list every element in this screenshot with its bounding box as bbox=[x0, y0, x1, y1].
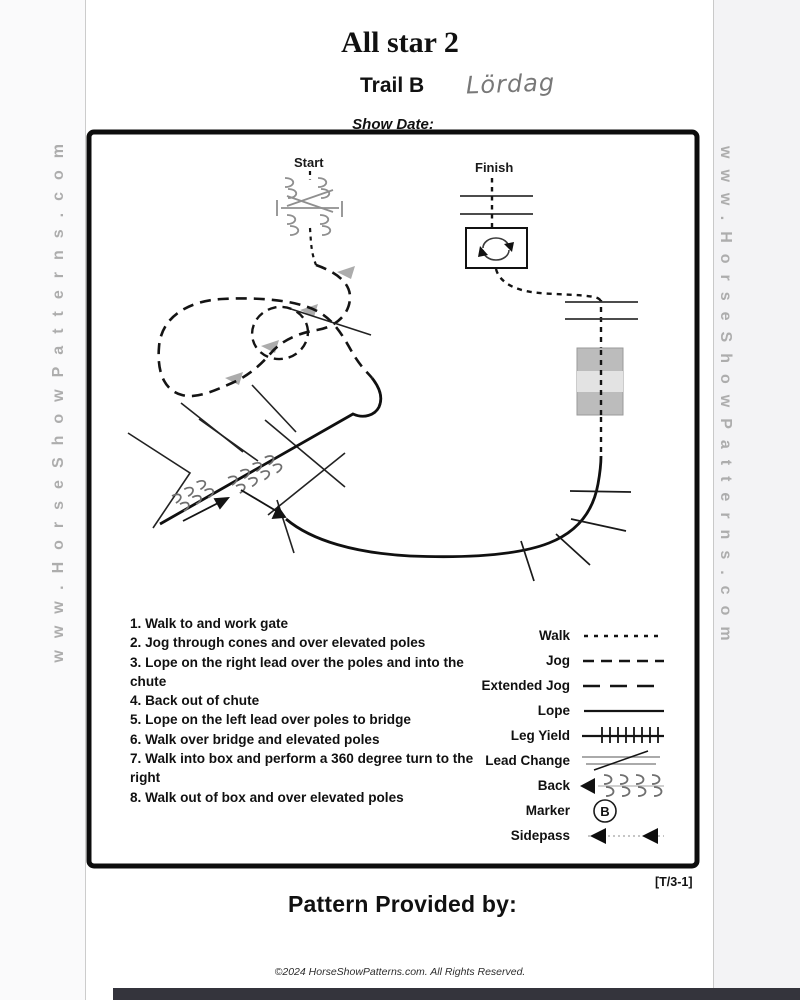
legend-label: Lope bbox=[537, 703, 570, 718]
jog-line-icon bbox=[578, 648, 668, 673]
finish-poles bbox=[460, 196, 533, 214]
instruction-item: 6. Walk over bridge and elevated poles bbox=[130, 731, 380, 747]
walk-path-start bbox=[310, 171, 316, 265]
chute-arrows bbox=[183, 490, 285, 521]
legend-label: Lead Change bbox=[485, 753, 570, 768]
legend-row-marker bbox=[448, 798, 674, 823]
jog-serpentine-path bbox=[159, 265, 372, 396]
marker-letter: B bbox=[600, 804, 610, 819]
extended-jog-line-icon bbox=[578, 673, 668, 698]
gate-icon bbox=[277, 178, 342, 235]
legend-row-walk bbox=[448, 623, 674, 648]
instruction-item: 4. Back out of chute bbox=[130, 693, 260, 709]
instruction-item: 8. Walk out of box and over elevated poles bbox=[130, 789, 404, 805]
back-squiggles-chute bbox=[172, 453, 283, 513]
legend-label: Jog bbox=[545, 653, 570, 668]
lope-chute-path bbox=[160, 378, 601, 557]
turn-box-icon bbox=[466, 228, 527, 268]
walk-path-box-exit bbox=[496, 269, 601, 303]
instruction-item: 7. Walk into box and perform a 360 degree turn to the right bbox=[130, 751, 474, 786]
legend-row-extended-jog bbox=[448, 673, 674, 698]
back-icon bbox=[578, 773, 668, 798]
instruction-list bbox=[130, 614, 482, 807]
show-date-label: Show Date: bbox=[352, 116, 434, 133]
instruction-item: 2. Jog through cones and over elevated poles bbox=[130, 635, 426, 651]
pattern-provided-label: Pattern Provided by: bbox=[288, 891, 517, 917]
legend bbox=[448, 623, 674, 848]
legend-label: Walk bbox=[538, 628, 570, 643]
legend-row-jog bbox=[448, 648, 674, 673]
legend-row-leg-yield bbox=[448, 723, 674, 748]
page-subtitle: Trail B bbox=[360, 74, 425, 97]
lead-change-icon bbox=[578, 748, 668, 773]
walk-line-icon bbox=[578, 623, 668, 648]
pole-ticks bbox=[521, 491, 631, 581]
legend-row-lead-change bbox=[448, 748, 674, 773]
leg-yield-icon bbox=[578, 723, 668, 748]
elevated-poles bbox=[128, 309, 371, 553]
instruction-item: 3. Lope on the right lead over the poles and into the chute bbox=[130, 654, 464, 689]
legend-label: Extended Jog bbox=[481, 678, 570, 693]
legend-row-sidepass bbox=[448, 823, 674, 848]
pattern-code: [T/3-1] bbox=[655, 875, 693, 889]
handwritten-note: Lördag bbox=[465, 68, 556, 100]
legend-label: Leg Yield bbox=[510, 728, 570, 743]
lope-line-icon bbox=[578, 698, 668, 723]
watermark-left: www.HorseShowPatterns.com bbox=[50, 132, 67, 663]
legend-label: Sidepass bbox=[510, 828, 570, 843]
copyright-line: ©2024 HorseShowPatterns.com. All Rights Reserved. bbox=[274, 966, 526, 978]
cone-icons bbox=[225, 266, 355, 385]
marker-circle-icon bbox=[578, 798, 668, 823]
page-title: All star 2 bbox=[341, 26, 459, 59]
sidepass-icon bbox=[578, 823, 668, 848]
instruction-item: 1. Walk to and work gate bbox=[130, 616, 289, 631]
watermark-right: www.HorseShowPatterns.com bbox=[717, 146, 734, 652]
finish-label: Finish bbox=[475, 160, 514, 175]
legend-label: Back bbox=[537, 778, 570, 793]
start-label: Start bbox=[294, 155, 324, 170]
legend-row-back bbox=[448, 773, 674, 798]
legend-row-lope bbox=[448, 698, 674, 723]
instruction-item: 5. Lope on the left lead over poles to bridge bbox=[130, 712, 411, 728]
legend-label: Marker bbox=[525, 803, 570, 818]
